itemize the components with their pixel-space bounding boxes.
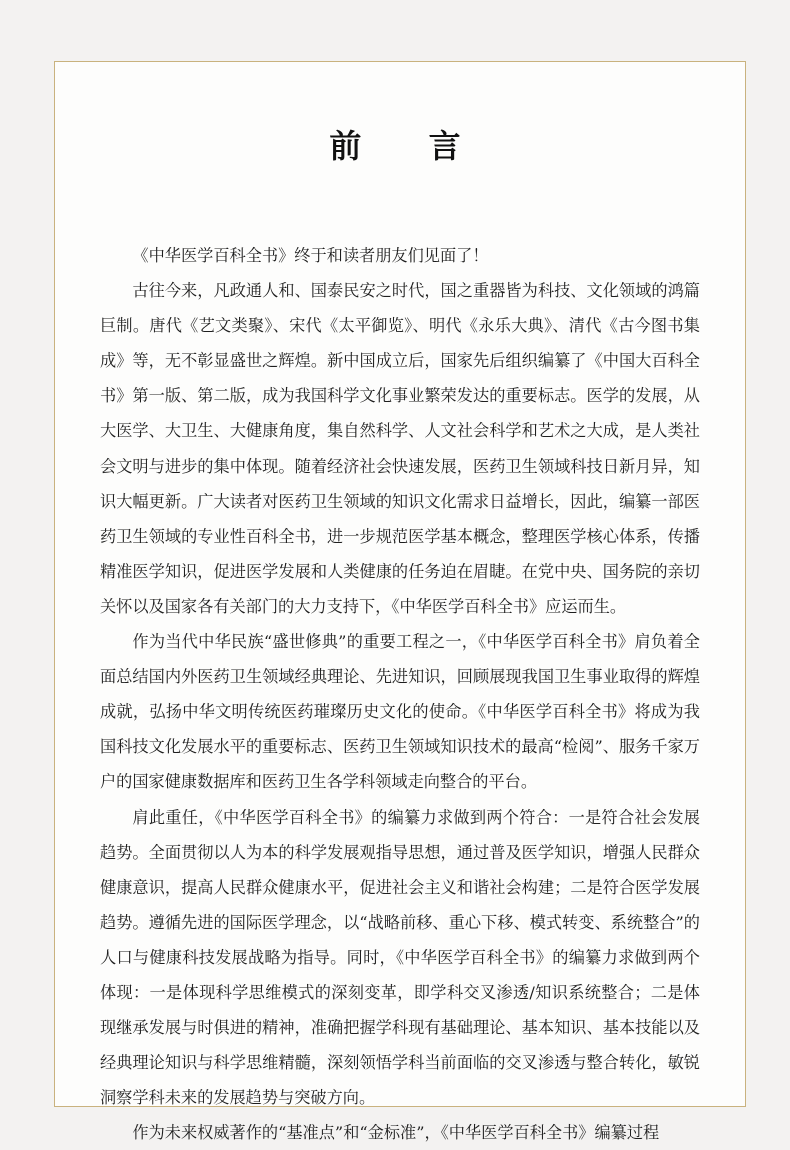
page-title: 前 言 <box>329 127 489 165</box>
paragraph: 《中华医学百科全书》终于和读者朋友们见面了！ <box>132 246 489 265</box>
paragraph: 作为当代中华民族“盛世修典”的重要工程之一，《中华医学百科全书》肩负着全面总结国内外医药卫生领域经典理论、先进知识，回顾展现我国卫生事业取得的辉煌成就，弘扬中华文明传统医药璀璨历史文化的使命。《中华医学百科全书》将成为我国科技文化发展水平的重要标志、医药卫生领域知识技术的最高“检阅”、服务千家万户的国家健康数据库和医药卫生各学科领域走向整合的平台。 <box>100 632 700 792</box>
paragraph: 作为未来权威著作的“基准点”和“金标准”，《中华医学百科全书》编纂过程 <box>132 1123 660 1143</box>
preface-body <box>100 238 700 1150</box>
paragraph: 古往今来，凡政通人和、国泰民安之时代，国之重器皆为科技、文化领域的鸿篇巨制。唐代《艺文类聚》、宋代《太平御览》、明代《永乐大典》、清代《古今图书集成》等，无不彰显盛世之辉煌。新中国成立后，国家先后组织编纂了《中国大百科全书》第一版、第二版，成为我国科学文化事业繁荣发达的重要标志。医学的发展，从大医学、大卫生、大健康角度，集自然科学、人文社会科学和艺术之大成，是人类社会文明与进步的集中体现。随着经济社会快速发展，医药卫生领域科技日新月异，知识大幅更新。广大读者对医药卫生领域的知识文化需求日益增长，因此，编纂一部医药卫生领域的专业性百科全书，进一步规范医学基本概念，整理医学核心体系，传播精准医学知识，促进医学发展和人类健康的任务迫在眉睫。在党中央、国务院的亲切关怀以及国家各有关部门的大力支持下，《中华医学百科全书》应运而生。 <box>100 281 700 616</box>
paragraph: 肩此重任，《中华医学百科全书》的编纂力求做到两个符合：一是符合社会发展趋势。全面贯彻以人为本的科学发展观指导思想，通过普及医学知识，增强人民群众健康意识，提高人民群众健康水平，促进社会主义和谐社会构建；二是符合医学发展趋势。遵循先进的国际医学理念，以“战略前移、重心下移、模式转变、系统整合”的人口与健康科技发展战略为指导。同时，《中华医学百科全书》的编纂力求做到两个体现：一是体现科学思维模式的深刻变革，即学科交叉渗透/知识系统整合；二是体现继承发展与时俱进的精神，准确把握学科现有基础理论、基本知识、基本技能以及经典理论知识与科学思维精髓，深刻领悟学科当前面临的交叉渗透与整合转化，敏锐洞察学科未来的发展趋势与突破方向。 <box>100 807 700 1108</box>
